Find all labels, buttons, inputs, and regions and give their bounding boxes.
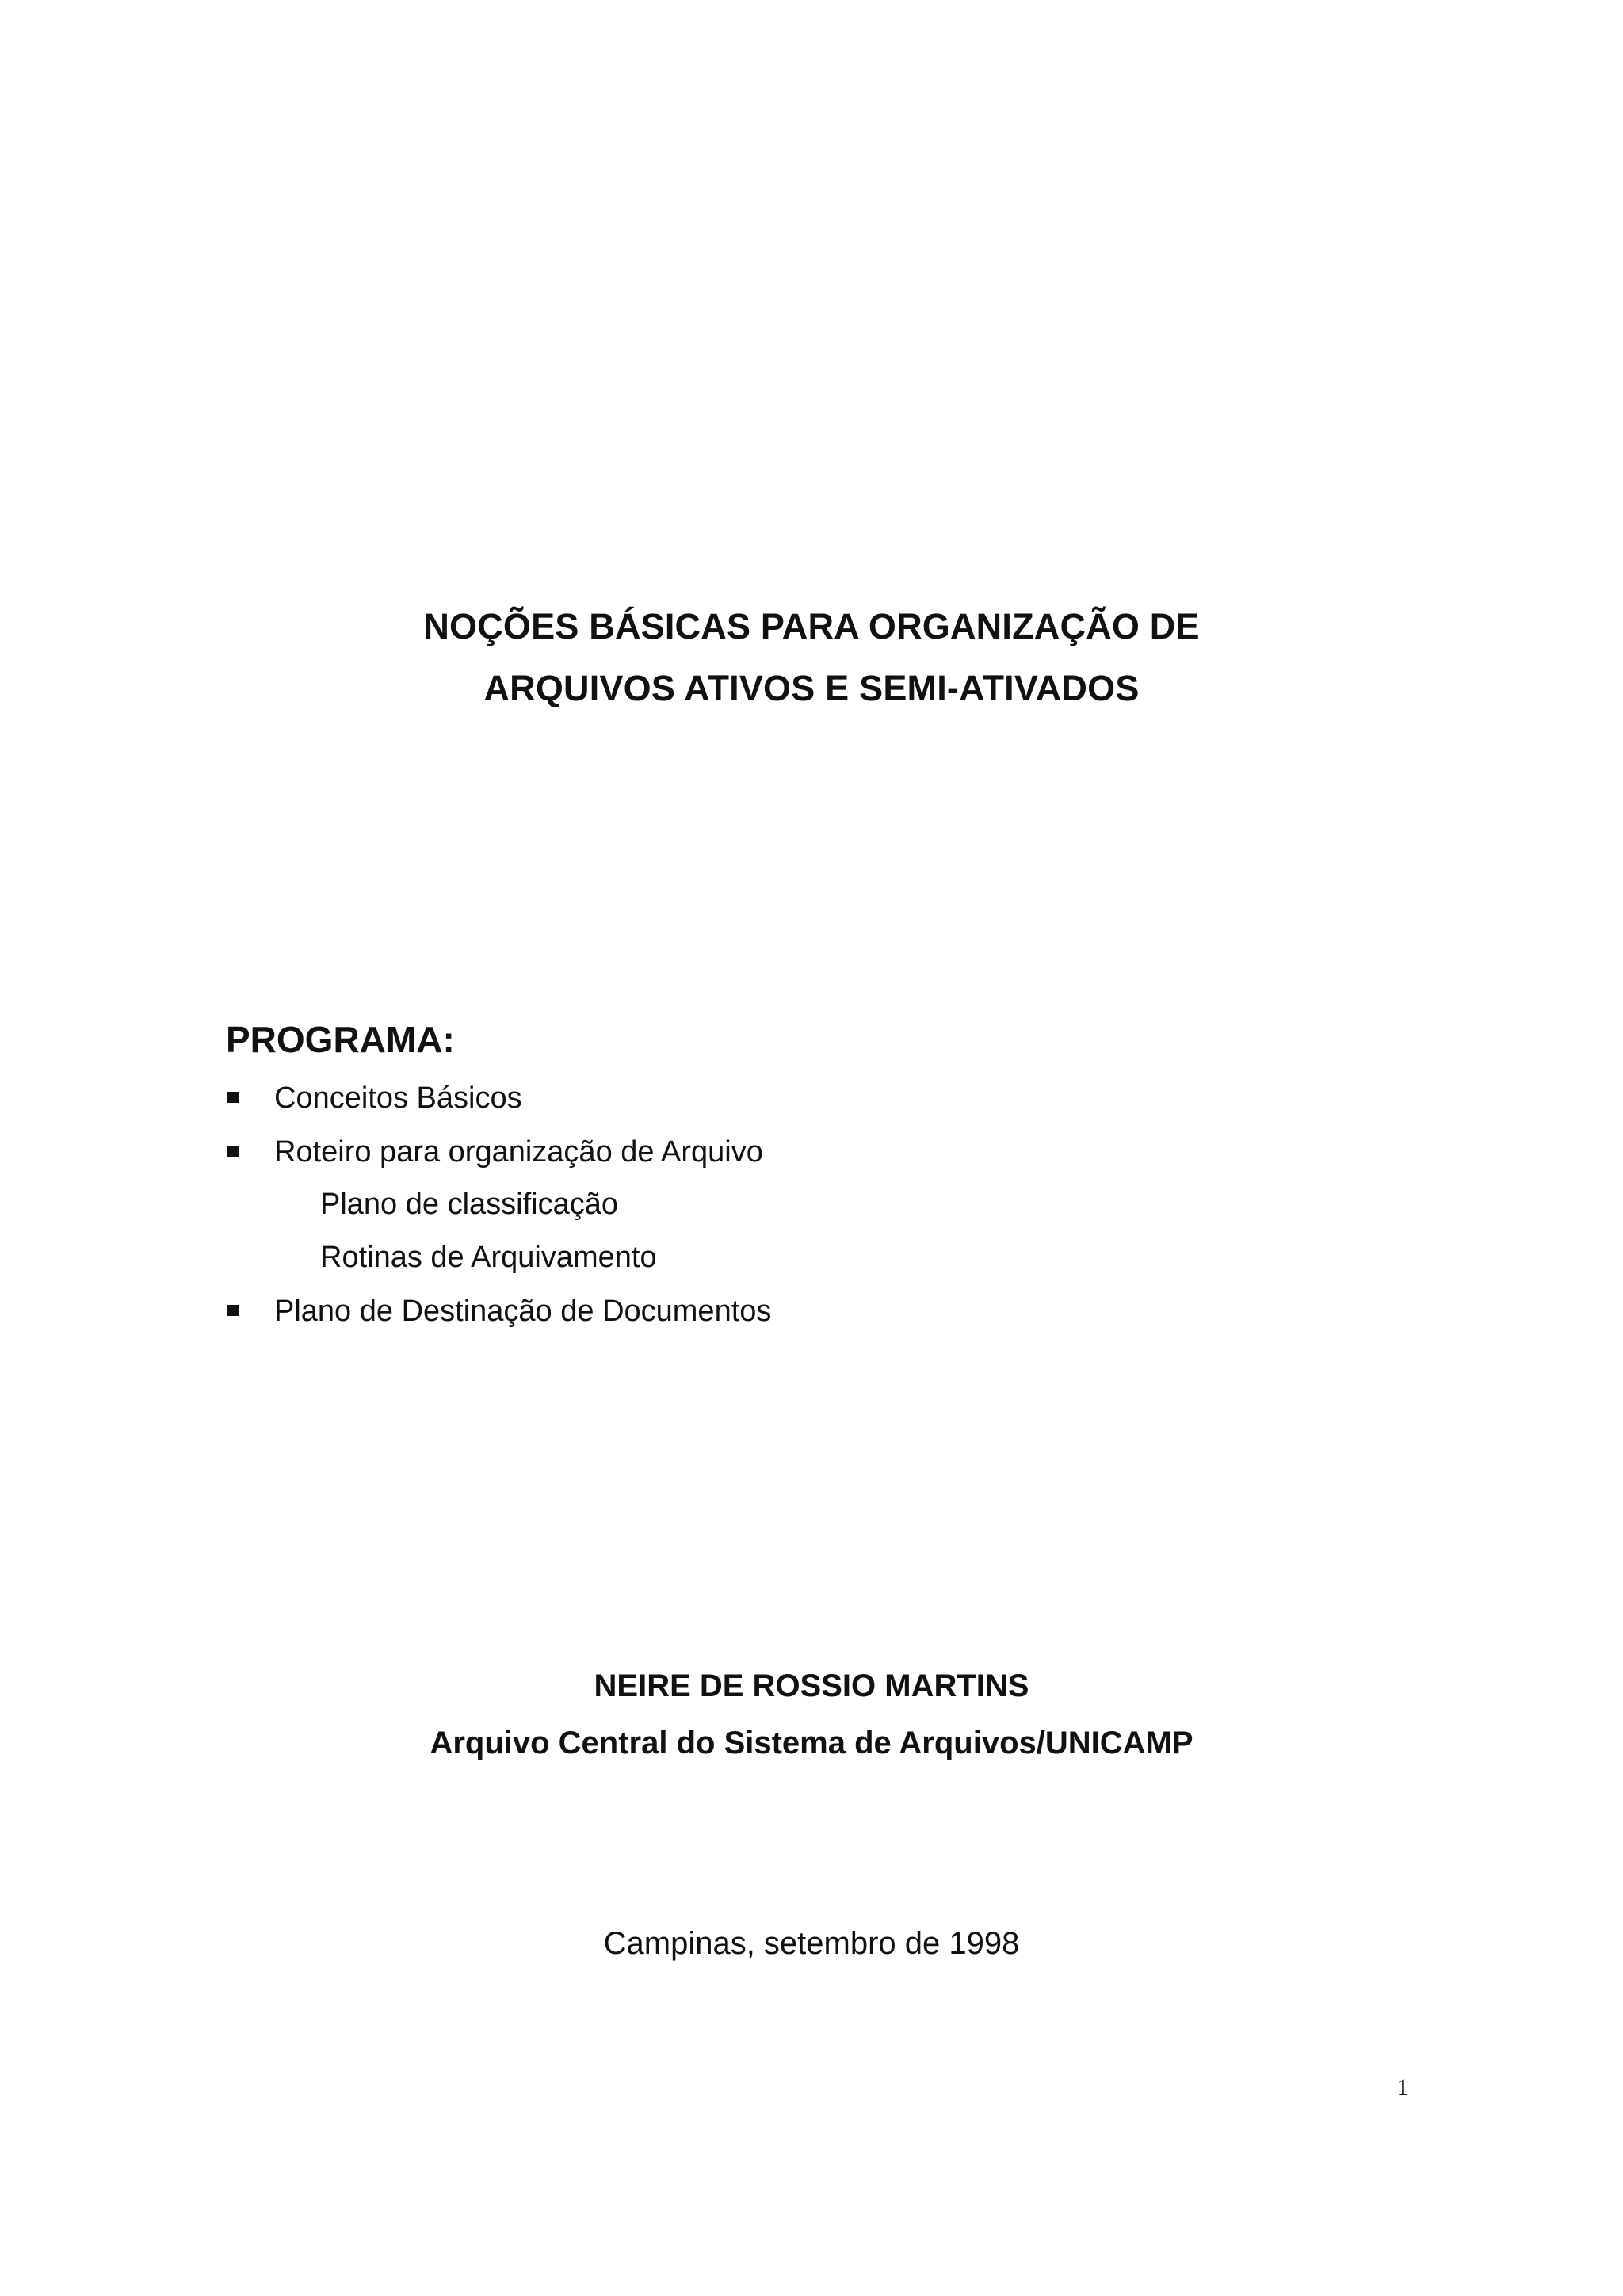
place-date: Campinas, setembro de 1998 bbox=[603, 1926, 1020, 1961]
program-sublist bbox=[320, 1184, 1415, 1278]
author-name: NEIRE DE ROSSIO MARTINS bbox=[594, 1669, 1029, 1703]
program-item-label: Roteiro para organização de Arquivo bbox=[274, 1135, 763, 1169]
program-item-label: Plano de Destinação de Documentos bbox=[274, 1295, 772, 1328]
title-line-2: ARQUIVOS ATIVOS E SEMI-ATIVADOS bbox=[483, 668, 1140, 708]
program-item-label: Conceitos Básicos bbox=[274, 1081, 522, 1115]
program-list bbox=[226, 1077, 1415, 1332]
square-bullet-icon bbox=[227, 1146, 239, 1157]
program-subitem: Rotinas de Arquivamento bbox=[320, 1241, 657, 1274]
document-title bbox=[0, 596, 1623, 719]
title-line-1: NOÇÕES BÁSICAS PARA ORGANIZAÇÃO DE bbox=[423, 606, 1200, 646]
square-bullet-icon bbox=[227, 1092, 239, 1103]
program-section bbox=[226, 1016, 1415, 1332]
program-item bbox=[226, 1291, 1415, 1332]
author-affiliation: Arquivo Central do Sistema de Arquivos/UNICAMP bbox=[430, 1726, 1193, 1760]
program-item bbox=[226, 1131, 1415, 1278]
square-bullet-icon bbox=[227, 1305, 239, 1316]
program-item bbox=[226, 1077, 1415, 1119]
author-block bbox=[0, 1657, 1623, 1772]
page-number: 1 bbox=[1396, 2074, 1409, 2100]
program-subitem: Plano de classificação bbox=[320, 1188, 618, 1221]
program-heading: PROGRAMA: bbox=[226, 1019, 455, 1060]
